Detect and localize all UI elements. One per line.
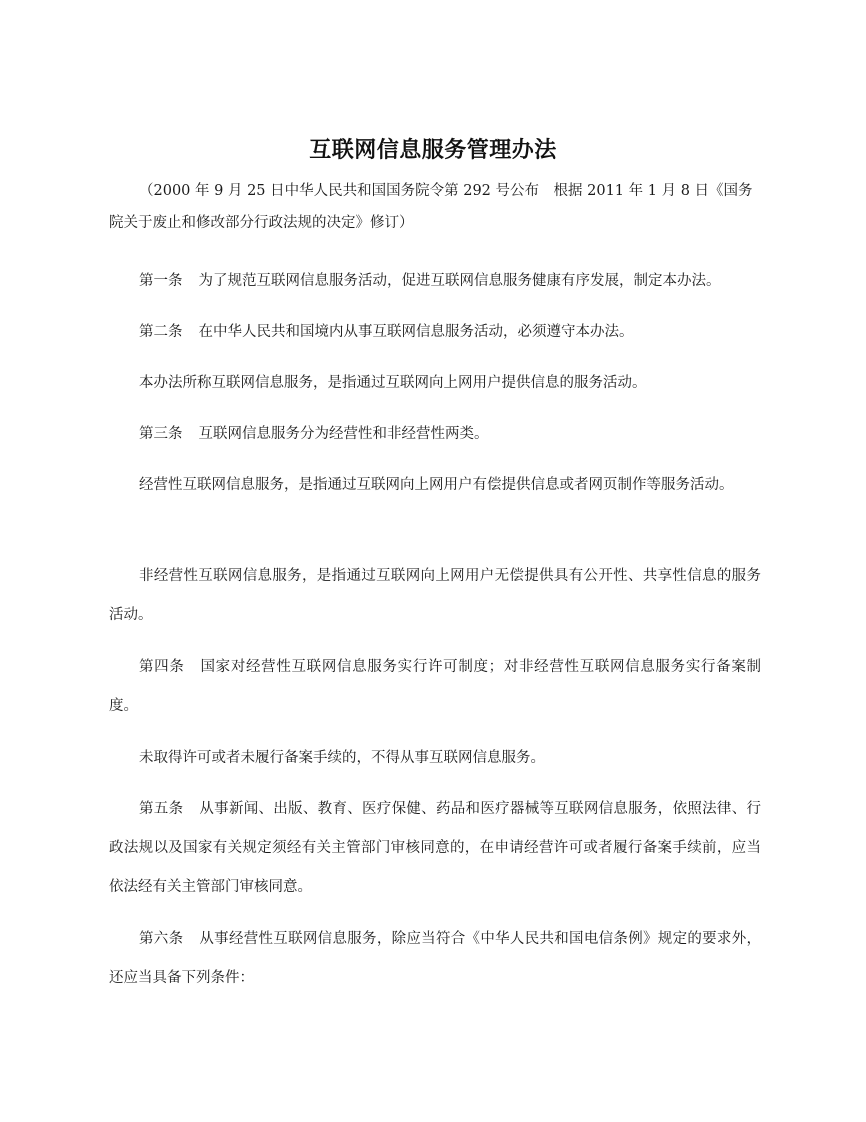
article-number: 第三条 [139, 426, 183, 442]
paragraph-text: 互联网信息服务分为经营性和非经营性两类。 [198, 426, 489, 442]
paragraph-article-2-definition [109, 364, 761, 403]
article-number: 第二条 [139, 324, 183, 340]
document-title: 互联网信息服务管理办法 [309, 138, 557, 163]
paragraph-article-1 [109, 262, 761, 301]
paragraph-text: 为了规范互联网信息服务活动，促进互联网信息服务健康有序发展，制定本办法。 [198, 273, 721, 289]
paragraph-article-3 [109, 415, 761, 454]
article-number: 第六条 [139, 931, 184, 947]
source-note: （2000 年 9 月 25 日中华人民共和国国务院令第 292 号公布 根据 2011 年 1 月 8 日《国务院关于废止和修改部分行政法规的决定》修订） [109, 183, 753, 231]
paragraph-article-2 [109, 313, 761, 352]
paragraph-text: 未取得许可或者未履行备案手续的，不得从事互联网信息服务。 [139, 750, 545, 766]
paragraph-article-3-noncommercial [109, 557, 761, 635]
paragraph-text: 非经营性互联网信息服务，是指通过互联网向上网用户无偿提供具有公开性、共享性信息的服务活动。 [109, 568, 761, 623]
paragraph-article-5 [109, 790, 761, 907]
paragraph-article-6 [109, 920, 761, 998]
paragraph-text: 本办法所称互联网信息服务，是指通过互联网向上网用户提供信息的服务活动。 [139, 375, 647, 391]
paragraph-text: 从事经营性互联网信息服务，除应当符合《中华人民共和国电信条例》规定的要求外，还应当具备下列条件： [109, 931, 762, 986]
article-number: 第一条 [139, 273, 183, 289]
paragraph-text: 在中华人民共和国境内从事互联网信息服务活动，必须遵守本办法。 [198, 324, 634, 340]
paragraph-article-4-restriction [109, 739, 761, 778]
paragraph-article-3-commercial [109, 466, 761, 505]
paragraph-text: 国家对经营性互联网信息服务实行许可制度；对非经营性互联网信息服务实行备案制度。 [109, 659, 761, 714]
article-number: 第五条 [139, 801, 184, 817]
article-number: 第四条 [139, 659, 185, 675]
paragraph-article-4 [109, 648, 761, 726]
paragraph-text: 经营性互联网信息服务，是指通过互联网向上网用户有偿提供信息或者网页制作等服务活动。 [139, 477, 734, 493]
paragraph-text: 从事新闻、出版、教育、医疗保健、药品和医疗器械等互联网信息服务，依照法律、行政法规以及国家有关规定须经有关主管部门审核同意的，在申请经营许可或者履行备案手续前，应当依法经有关主管部门审核同意。 [109, 801, 762, 895]
